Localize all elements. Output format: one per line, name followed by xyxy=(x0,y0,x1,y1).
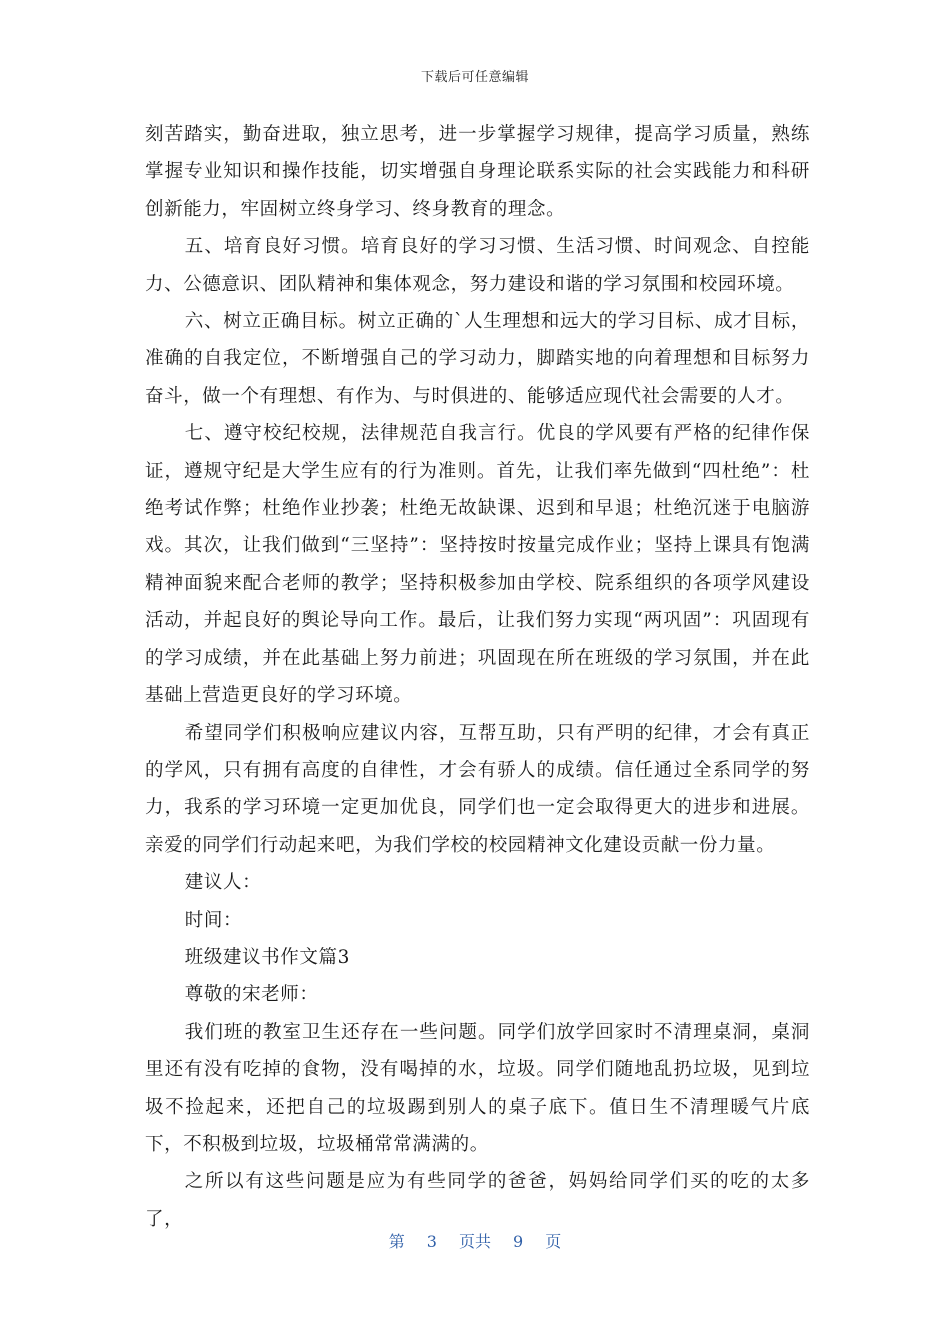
total-page-number: 9 xyxy=(513,1232,524,1251)
current-page-number: 3 xyxy=(426,1232,437,1251)
document-body xyxy=(145,116,810,1238)
paragraph: 五、培育良好习惯。培育良好的学习习惯、生活习惯、时间观念、自控能力、公德意识、团队精神和集体观念，努力建设和谐的学习氛围和校园环境。 xyxy=(145,236,810,295)
footer-middle: 页共 xyxy=(458,1232,491,1251)
paragraph: 六、树立正确目标。树立正确的`人生理想和远大的学习目标、成才目标，准确的自我定位，不断增强自己的学习动力，脚踏实地的向着理想和目标努力奋斗，做一个有理想、有作为、与时俱进的、能够适应现代社会需要的人才。 xyxy=(145,311,810,407)
section-title: 班级建议书作文篇3 xyxy=(184,946,350,968)
page-header: 下载后可任意编辑 xyxy=(420,70,529,85)
paragraph: 希望同学们积极响应建议内容，互帮互助，只有严明的纪律，才会有真正的学风，只有拥有高度的自律性，才会有骄人的成绩。信任通过全系同学的努力，我系的学习环境一定更加优良，同学们也一定会取得更大的进步和进展。亲爱的同学们行动起来吧，为我们学校的校园精神文化建设贡献一份力量。 xyxy=(145,722,810,856)
page-footer xyxy=(0,1229,950,1252)
paragraph: 七、遵守校纪校规，法律规范自我言行。优良的学风要有严格的纪律作保证，遵规守纪是大学生应有的行为准则。首先，让我们率先做到“四杜绝”：杜绝考试作弊；杜绝作业抄袭；杜绝无故缺课、迟到和早退；杜绝沉迷于电脑游戏。其次，让我们做到“三坚持”：坚持按时按量完成作业；坚持上课具有饱满精神面貌来配合老师的教学；坚持积极参加由学校、院系组织的各项学风建设活动，并起良好的舆论导向工作。最后，让我们努力实现“两巩固”：巩固现有的学习成绩，并在此基础上努力前进；巩固现在所在班级的学习氛围，并在此基础上营造更良好的学习环境。 xyxy=(145,423,810,707)
paragraph: 之所以有这些问题是应为有些同学的爸爸，妈妈给同学们买的吃的太多了， xyxy=(145,1171,810,1230)
date-label: 时间： xyxy=(184,909,243,931)
signature-label: 建议人： xyxy=(184,872,262,894)
salutation: 尊敬的宋老师： xyxy=(184,984,319,1006)
paragraph: 我们班的教室卫生还存在一些问题。同学们放学回家时不清理桌洞，桌洞里还有没有吃掉的食物，没有喝掉的水，垃圾。同学们随地乱扔垃圾，见到垃圾不捡起来，还把自己的垃圾踢到别人的桌子底下。值日生不清理暖气片底下，不积极到垃圾，垃圾桶常常满满的。 xyxy=(145,1021,810,1155)
footer-prefix: 第 xyxy=(388,1232,405,1251)
paragraph: 刻苦踏实，勤奋进取，独立思考，进一步掌握学习规律，提高学习质量，熟练掌握专业知识和操作技能，切实增强自身理论联系实际的社会实践能力和科研创新能力，牢固树立终身学习、终身教育的理念。 xyxy=(145,124,810,220)
footer-suffix: 页 xyxy=(545,1232,562,1251)
